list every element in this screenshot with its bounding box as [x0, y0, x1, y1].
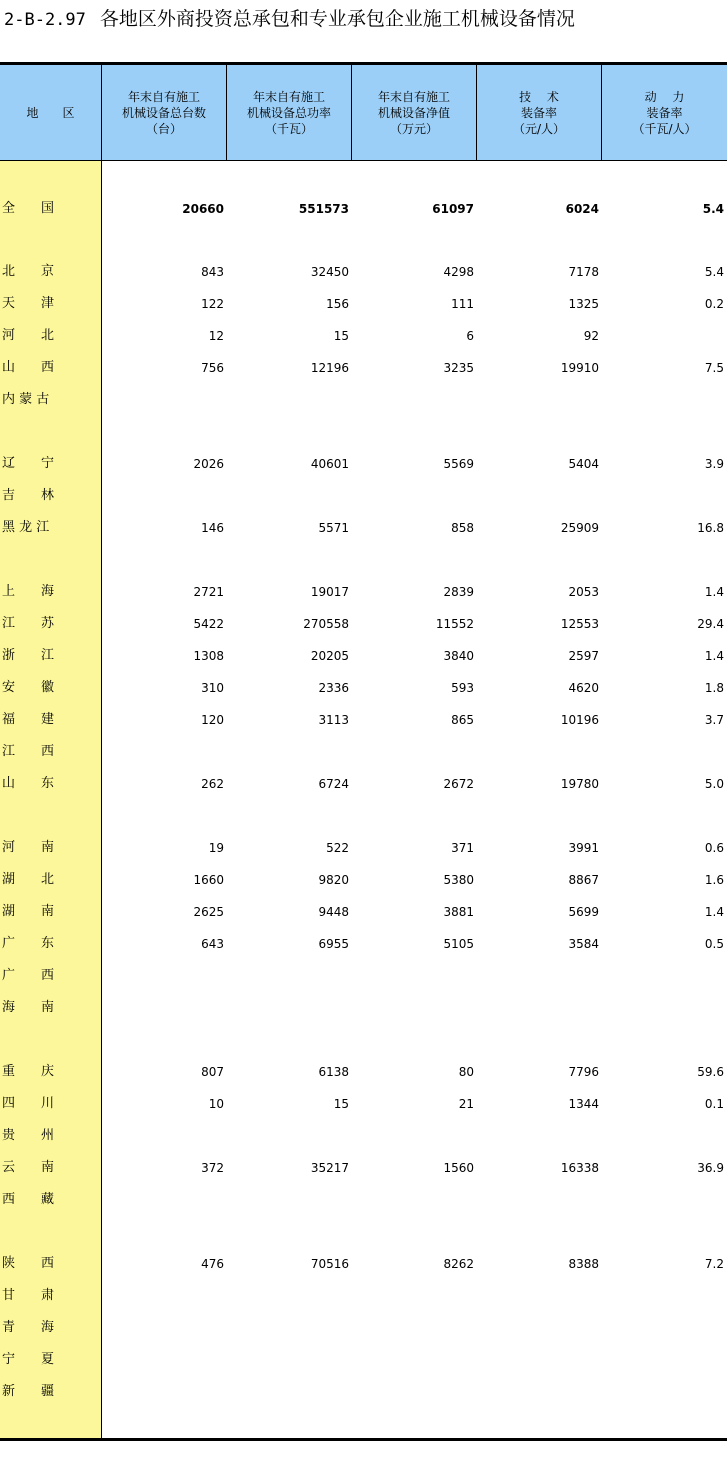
power-rate-value: 1.6 — [704, 873, 724, 887]
machine-count-value — [101, 1286, 224, 1306]
power-rate-value — [601, 1286, 724, 1306]
machine-power-value — [226, 998, 349, 1018]
machine-count-value: 1308 — [193, 649, 224, 663]
region-name: 云 南 — [2, 1160, 55, 1175]
net-value-value — [351, 998, 474, 1018]
net-value-value: 111 — [451, 297, 474, 311]
power-rate-value: 59.6 — [697, 1065, 724, 1079]
table-row — [0, 710, 727, 730]
power-rate-value: 5.4 — [704, 265, 724, 279]
machine-count-value — [101, 1382, 224, 1402]
tech-rate-value — [476, 1286, 599, 1306]
power-rate-value — [601, 1318, 724, 1338]
machine-power-value — [226, 486, 349, 506]
header-region: 地 区 — [26, 105, 75, 120]
machine-power-value — [226, 1350, 349, 1370]
machine-count-value: 807 — [201, 1065, 224, 1079]
table-row — [0, 262, 727, 282]
region-name: 北 京 — [2, 264, 55, 279]
tech-rate-value: 8388 — [568, 1257, 599, 1271]
table-row — [0, 1318, 727, 1338]
power-rate-value: 5.4 — [702, 202, 724, 216]
region-name: 广 东 — [2, 936, 55, 951]
tech-rate-value: 1344 — [568, 1097, 599, 1111]
machine-power-value: 35217 — [310, 1161, 349, 1175]
machine-count-value — [101, 486, 224, 506]
table-row — [0, 1126, 727, 1146]
net-value-value: 3840 — [443, 649, 474, 663]
region-name: 贵 州 — [2, 1128, 55, 1143]
table-row — [0, 870, 727, 890]
net-value-value — [351, 1382, 474, 1402]
power-rate-value: 1.4 — [704, 585, 724, 599]
region-name: 安 徽 — [2, 680, 55, 695]
machine-count-value — [101, 966, 224, 986]
region-name: 广 西 — [2, 968, 55, 983]
machine-power-value: 156 — [326, 297, 349, 311]
table-row — [0, 774, 727, 794]
machine-count-value: 2721 — [193, 585, 224, 599]
net-value-value — [351, 486, 474, 506]
table-row — [0, 390, 727, 410]
tech-rate-value: 7796 — [568, 1065, 599, 1079]
table-row — [0, 902, 727, 922]
power-rate-value: 0.2 — [704, 297, 724, 311]
region-name: 海 南 — [2, 1000, 55, 1015]
machine-count-value: 10 — [208, 1097, 224, 1111]
machine-power-value: 32450 — [310, 265, 349, 279]
tech-rate-value — [476, 1350, 599, 1370]
header-machine-net-value: 年末自有施工 机械设备净值 （万元） — [377, 89, 450, 136]
net-value-value: 858 — [451, 521, 474, 535]
region-name: 吉 林 — [2, 488, 55, 503]
region-name: 新 疆 — [2, 1384, 55, 1399]
table-row — [0, 838, 727, 858]
machine-count-value: 372 — [201, 1161, 224, 1175]
machine-power-value: 19017 — [310, 585, 349, 599]
table-row — [0, 1062, 727, 1082]
tech-rate-value — [476, 1318, 599, 1338]
power-rate-value: 1.4 — [704, 649, 724, 663]
region-name: 江 西 — [2, 744, 55, 759]
table-row-total — [0, 199, 727, 219]
machine-count-value: 5422 — [193, 617, 224, 631]
table-row — [0, 486, 727, 506]
machine-power-value — [226, 1190, 349, 1210]
table-row — [0, 1286, 727, 1306]
machine-count-value: 1660 — [193, 873, 224, 887]
tech-rate-value: 92 — [583, 329, 599, 343]
machine-count-value: 2026 — [193, 457, 224, 471]
region-name: 上 海 — [2, 584, 55, 599]
machine-count-value — [101, 1190, 224, 1210]
region-name: 宁 夏 — [2, 1352, 55, 1367]
tech-rate-value: 1325 — [568, 297, 599, 311]
machine-count-value — [101, 998, 224, 1018]
power-rate-value: 7.2 — [704, 1257, 724, 1271]
net-value-value — [351, 1190, 474, 1210]
bottom-rule — [0, 1438, 727, 1441]
machine-power-value: 20205 — [310, 649, 349, 663]
tech-rate-value: 5699 — [568, 905, 599, 919]
power-rate-value: 3.9 — [704, 457, 724, 471]
region-name: 西 藏 — [2, 1192, 55, 1207]
net-value-value: 3881 — [443, 905, 474, 919]
power-rate-value — [601, 390, 724, 410]
region-name: 湖 南 — [2, 904, 55, 919]
table-row — [0, 582, 727, 602]
power-rate-value: 3.7 — [704, 713, 724, 727]
tech-rate-value: 16338 — [560, 1161, 599, 1175]
net-value-value — [351, 742, 474, 762]
header-power-equipment-rate: 动 力 装备率 （千瓦/人） — [632, 89, 697, 136]
power-rate-value — [601, 998, 724, 1018]
machine-power-value: 9820 — [318, 873, 349, 887]
table-row — [0, 998, 727, 1018]
power-rate-value: 29.4 — [697, 617, 724, 631]
tech-rate-value: 7178 — [568, 265, 599, 279]
machine-power-value: 6955 — [318, 937, 349, 951]
machine-count-value — [101, 1318, 224, 1338]
net-value-value — [351, 1126, 474, 1146]
power-rate-value: 0.1 — [704, 1097, 724, 1111]
machine-power-value: 40601 — [310, 457, 349, 471]
machine-power-value: 15 — [333, 1097, 349, 1111]
region-name: 浙 江 — [2, 648, 55, 663]
net-value-value — [351, 966, 474, 986]
net-value-value — [351, 1286, 474, 1306]
power-rate-value: 1.8 — [704, 681, 724, 695]
region-name: 四 川 — [2, 1096, 55, 1111]
region-name: 重 庆 — [2, 1064, 55, 1079]
tech-rate-value: 19780 — [560, 777, 599, 791]
table-row — [0, 1350, 727, 1370]
tech-rate-value: 25909 — [560, 521, 599, 535]
region-name: 河 北 — [2, 328, 55, 343]
tech-rate-value: 10196 — [560, 713, 599, 727]
table-row — [0, 1190, 727, 1210]
table-title: 各地区外商投资总承包和专业承包企业施工机械设备情况 — [99, 8, 575, 30]
net-value-value: 21 — [458, 1097, 474, 1111]
machine-power-value — [226, 966, 349, 986]
table-row — [0, 1254, 727, 1274]
power-rate-value — [601, 326, 724, 346]
table-row — [0, 294, 727, 314]
machine-power-value — [226, 742, 349, 762]
region-column-background — [0, 161, 101, 1438]
net-value-value: 1560 — [443, 1161, 474, 1175]
machine-power-value: 270558 — [303, 617, 349, 631]
table-row — [0, 454, 727, 474]
net-value-value: 2672 — [443, 777, 474, 791]
tech-rate-value: 8867 — [568, 873, 599, 887]
power-rate-value: 7.5 — [704, 361, 724, 375]
machine-power-value: 551573 — [298, 202, 349, 216]
machine-count-value: 122 — [201, 297, 224, 311]
tech-rate-value — [476, 1382, 599, 1402]
machine-power-value — [226, 1382, 349, 1402]
tech-rate-value — [476, 998, 599, 1018]
power-rate-value: 36.9 — [697, 1161, 724, 1175]
tech-rate-value: 2053 — [568, 585, 599, 599]
tech-rate-value — [476, 486, 599, 506]
table-row — [0, 934, 727, 954]
region-name: 河 南 — [2, 840, 55, 855]
net-value-value: 5380 — [443, 873, 474, 887]
header-divider — [0, 160, 727, 161]
table-row — [0, 966, 727, 986]
net-value-value: 5569 — [443, 457, 474, 471]
machine-count-value: 310 — [201, 681, 224, 695]
table-row — [0, 1158, 727, 1178]
machine-count-value: 843 — [201, 265, 224, 279]
page-title — [4, 6, 575, 32]
machine-count-value: 12 — [208, 329, 224, 343]
table-code: 2-B-2.97 — [4, 10, 86, 30]
machine-power-value: 15 — [333, 329, 349, 343]
power-rate-value — [601, 486, 724, 506]
machine-power-value: 522 — [326, 841, 349, 855]
machine-power-value — [226, 1286, 349, 1306]
table-row — [0, 678, 727, 698]
machine-count-value — [101, 390, 224, 410]
machine-count-value: 146 — [201, 521, 224, 535]
power-rate-value: 5.0 — [704, 777, 724, 791]
power-rate-value — [601, 1190, 724, 1210]
power-rate-value: 0.5 — [704, 937, 724, 951]
tech-rate-value: 2597 — [568, 649, 599, 663]
power-rate-value — [601, 966, 724, 986]
machine-count-value: 19 — [208, 841, 224, 855]
net-value-value: 61097 — [432, 202, 474, 216]
region-name: 内 蒙 古 — [2, 392, 50, 407]
table-row — [0, 518, 727, 538]
region-name: 全 国 — [2, 201, 55, 216]
region-name: 湖 北 — [2, 872, 55, 887]
table-row — [0, 326, 727, 346]
table-row — [0, 646, 727, 666]
machine-count-value: 20660 — [182, 202, 224, 216]
region-name: 江 苏 — [2, 616, 55, 631]
machine-count-value: 756 — [201, 361, 224, 375]
tech-rate-value — [476, 1126, 599, 1146]
machine-count-value: 120 — [201, 713, 224, 727]
region-name: 陕 西 — [2, 1256, 55, 1271]
power-rate-value: 1.4 — [704, 905, 724, 919]
net-value-value: 865 — [451, 713, 474, 727]
table-row — [0, 742, 727, 762]
net-value-value: 11552 — [435, 617, 474, 631]
machine-power-value — [226, 390, 349, 410]
region-name: 青 海 — [2, 1320, 55, 1335]
power-rate-value — [601, 1350, 724, 1370]
header-machine-count: 年末自有施工 机械设备总台数 （台） — [121, 89, 206, 136]
tech-rate-value — [476, 390, 599, 410]
net-value-value: 5105 — [443, 937, 474, 951]
power-rate-value — [601, 1382, 724, 1402]
net-value-value: 2839 — [443, 585, 474, 599]
machine-power-value — [226, 1318, 349, 1338]
net-value-value: 593 — [451, 681, 474, 695]
machine-count-value: 476 — [201, 1257, 224, 1271]
tech-rate-value: 19910 — [560, 361, 599, 375]
machine-count-value — [101, 1350, 224, 1370]
region-name: 福 建 — [2, 712, 55, 727]
table-row — [0, 1094, 727, 1114]
machine-count-value — [101, 742, 224, 762]
power-rate-value: 16.8 — [697, 521, 724, 535]
tech-rate-value: 3584 — [568, 937, 599, 951]
machine-count-value: 2625 — [193, 905, 224, 919]
net-value-value — [351, 1318, 474, 1338]
net-value-value — [351, 1350, 474, 1370]
table-row — [0, 614, 727, 634]
machine-power-value — [226, 1126, 349, 1146]
tech-rate-value — [476, 742, 599, 762]
net-value-value — [351, 390, 474, 410]
machine-count-value: 262 — [201, 777, 224, 791]
power-rate-value — [601, 742, 724, 762]
net-value-value: 80 — [458, 1065, 474, 1079]
machine-count-value: 643 — [201, 937, 224, 951]
table-row — [0, 1382, 727, 1402]
region-name: 甘 肃 — [2, 1288, 55, 1303]
tech-rate-value — [476, 966, 599, 986]
tech-rate-value: 3991 — [568, 841, 599, 855]
region-name: 天 津 — [2, 296, 55, 311]
net-value-value: 371 — [451, 841, 474, 855]
machine-power-value: 12196 — [310, 361, 349, 375]
machine-power-value: 2336 — [318, 681, 349, 695]
region-name: 黑 龙 江 — [2, 520, 50, 535]
header-tech-equipment-rate: 技 术 装备率 （元/人） — [512, 89, 566, 136]
header-machine-power: 年末自有施工 机械设备总功率 （千瓦） — [246, 89, 331, 136]
net-value-value: 8262 — [443, 1257, 474, 1271]
tech-rate-value: 4620 — [568, 681, 599, 695]
tech-rate-value: 6024 — [565, 202, 599, 216]
tech-rate-value: 12553 — [560, 617, 599, 631]
machine-power-value: 6724 — [318, 777, 349, 791]
machine-power-value: 6138 — [318, 1065, 349, 1079]
power-rate-value: 0.6 — [704, 841, 724, 855]
tech-rate-value — [476, 1190, 599, 1210]
net-value-value: 4298 — [443, 265, 474, 279]
region-name: 山 西 — [2, 360, 55, 375]
net-value-value: 6 — [466, 329, 474, 343]
machine-power-value: 3113 — [318, 713, 349, 727]
machine-power-value: 5571 — [318, 521, 349, 535]
region-name: 辽 宁 — [2, 456, 55, 471]
machine-count-value — [101, 1126, 224, 1146]
machine-power-value: 9448 — [318, 905, 349, 919]
tech-rate-value: 5404 — [568, 457, 599, 471]
region-name: 山 东 — [2, 776, 55, 791]
table-row — [0, 358, 727, 378]
net-value-value: 3235 — [443, 361, 474, 375]
machine-power-value: 70516 — [310, 1257, 349, 1271]
power-rate-value — [601, 1126, 724, 1146]
